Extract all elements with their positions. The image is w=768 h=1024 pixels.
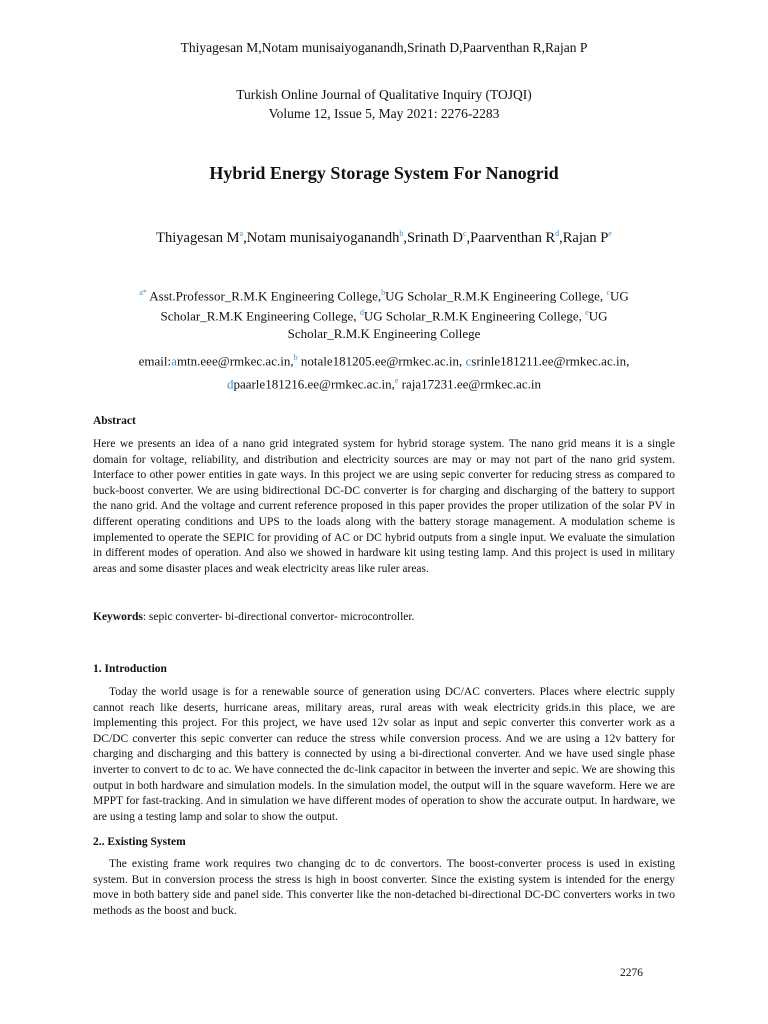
author-sup: c	[462, 229, 467, 238]
affiliations	[120, 284, 648, 342]
affil-text: UG Scholar_R.M.K Engineering College,	[160, 288, 629, 324]
author-separator: ,	[403, 229, 407, 246]
journal-volume: Volume 12, Issue 5, May 2021: 2276-2283	[268, 106, 500, 121]
affil-text: Asst.Professor_R.M.K Engineering College,	[146, 288, 382, 304]
author-separator: ,	[243, 229, 247, 246]
email-sup: e	[394, 376, 399, 386]
affil-sup: a*	[139, 288, 147, 297]
author-sup: b	[399, 229, 404, 238]
author-name: Rajan P	[562, 229, 609, 246]
affil-sup: b	[381, 288, 386, 297]
section-heading: 1. Introduction	[93, 663, 167, 675]
email-address[interactable]: mtn.eee@rmkec.ac.in,	[176, 353, 294, 369]
author-sup: a	[239, 229, 244, 238]
section-text: The existing frame work requires two changing dc to dc convertors. The boost-converter process is used in existing system. But in conversion process the stress is high in boost converter. Since the existing system is intended for the energy move in both battery side and panel side. This converter like the non-detached bi-directional DC-DC converters works in two methods as the boost and buck.	[93, 858, 675, 917]
keywords-label: Keywords	[93, 611, 143, 623]
author-sup: d	[555, 229, 560, 238]
email-list	[100, 348, 668, 395]
affil-text: UG Scholar_R.M.K Engineering College	[287, 308, 608, 341]
email-letter: c	[465, 353, 472, 369]
journal-info	[0, 85, 768, 123]
affil-text: UG Scholar_R.M.K Engineering College,	[363, 308, 586, 324]
keywords-text: : sepic converter- bi-directional convertor- microcontroller.	[142, 611, 415, 623]
abstract-heading: Abstract	[93, 415, 136, 427]
author-list	[0, 229, 768, 247]
author-sup: e	[608, 229, 612, 238]
section-heading: 2.. Existing System	[93, 836, 186, 848]
author-separator: ,	[559, 229, 563, 246]
affil-sup: c	[606, 288, 610, 297]
running-head: Thiyagesan M,Notam munisaiyoganandh,Srinath D,Paarventhan R,Rajan P	[180, 40, 588, 55]
email-address[interactable]: srinle181211.ee@rmkec.ac.in,	[471, 353, 630, 369]
email-address[interactable]: paarle181216.ee@rmkec.ac.in,	[233, 376, 395, 392]
email-address[interactable]: raja17231.ee@rmkec.ac.in	[398, 376, 542, 392]
section-text: Today the world usage is for a renewable source of generation using DC/AC converters. Places where electric supply cannot reach like deserts, hurricane areas, military areas, rural areas with weak electricity grids.in this place, we are implementing this project. For this project, we have used 12v solar as input and sepic converter this converter work as a DC/DC converter this sepic converter can reduce the stress while conversion process. And we are using a 12v battery for charging and discharging and this battery is connected by using a bi-directional converter. And we have used single phase inverter to convert to dc to ac. We have connected the dc-link capacitor in between the inverter and sepic. We are showing this output in both hardware and simulation models. In the simulation model, the output will in the square waveform. Here we are MPPT for fast-tracking. And in simulation we have different modes of operation to show the accurate output. In hardware, we are using a testing lamp and solar to show the output.	[93, 686, 675, 823]
email-sup: b	[293, 353, 298, 362]
journal-name: Turkish Online Journal of Qualitative Inquiry (TOJQI)	[236, 87, 532, 102]
email-letter: d	[226, 376, 234, 392]
author-separator: ,	[466, 229, 471, 246]
email-label: email:	[138, 353, 172, 369]
affil-sup: e	[585, 308, 589, 318]
author-name: Paarventhan R	[470, 229, 556, 246]
keywords	[93, 611, 414, 623]
author-name: Notam munisaiyoganandh	[246, 229, 400, 246]
affil-text: UG Scholar_R.M.K Engineering College,	[385, 288, 607, 304]
abstract-text: Here we presents an idea of a nano grid integrated system for hybrid storage system. The nano grid means it is a single domain for voltage, reliability, and distribution and electricity sources are may or may not part of the nano grid system. Interface to other power entities in gate ways. In this project we are using sepic converter for reducing stress as compared to buck-boost converter. We are using bidirectional DC-DC converter is for charging and discharging of the battery to support the nano grid. And the voltage and current reference proposed in this paper provides the proper utilization of the solar PV in different operating conditions and UPS to the loads along with the battery storage management. A modulation scheme is implemented to operate the SEPIC for providing of AC or DC hybrid outputs from a single input. We evaluate the simulation in different modes of operation. And also we showed in hardware kit using testing lamp. And this project is used in military areas and some disaster places and weak electricity areas like ruler areas.	[93, 438, 675, 575]
email-letter: a	[171, 353, 177, 369]
author-name: Thiyagesan M	[156, 229, 240, 246]
page-number: 2276	[620, 967, 643, 979]
email-address[interactable]: notale181205.ee@rmkec.ac.in,	[297, 353, 466, 369]
author-name: Srinath D	[406, 229, 463, 246]
paper-title: Hybrid Energy Storage System For Nanogrid	[209, 163, 559, 183]
affil-sup: d	[359, 308, 364, 318]
